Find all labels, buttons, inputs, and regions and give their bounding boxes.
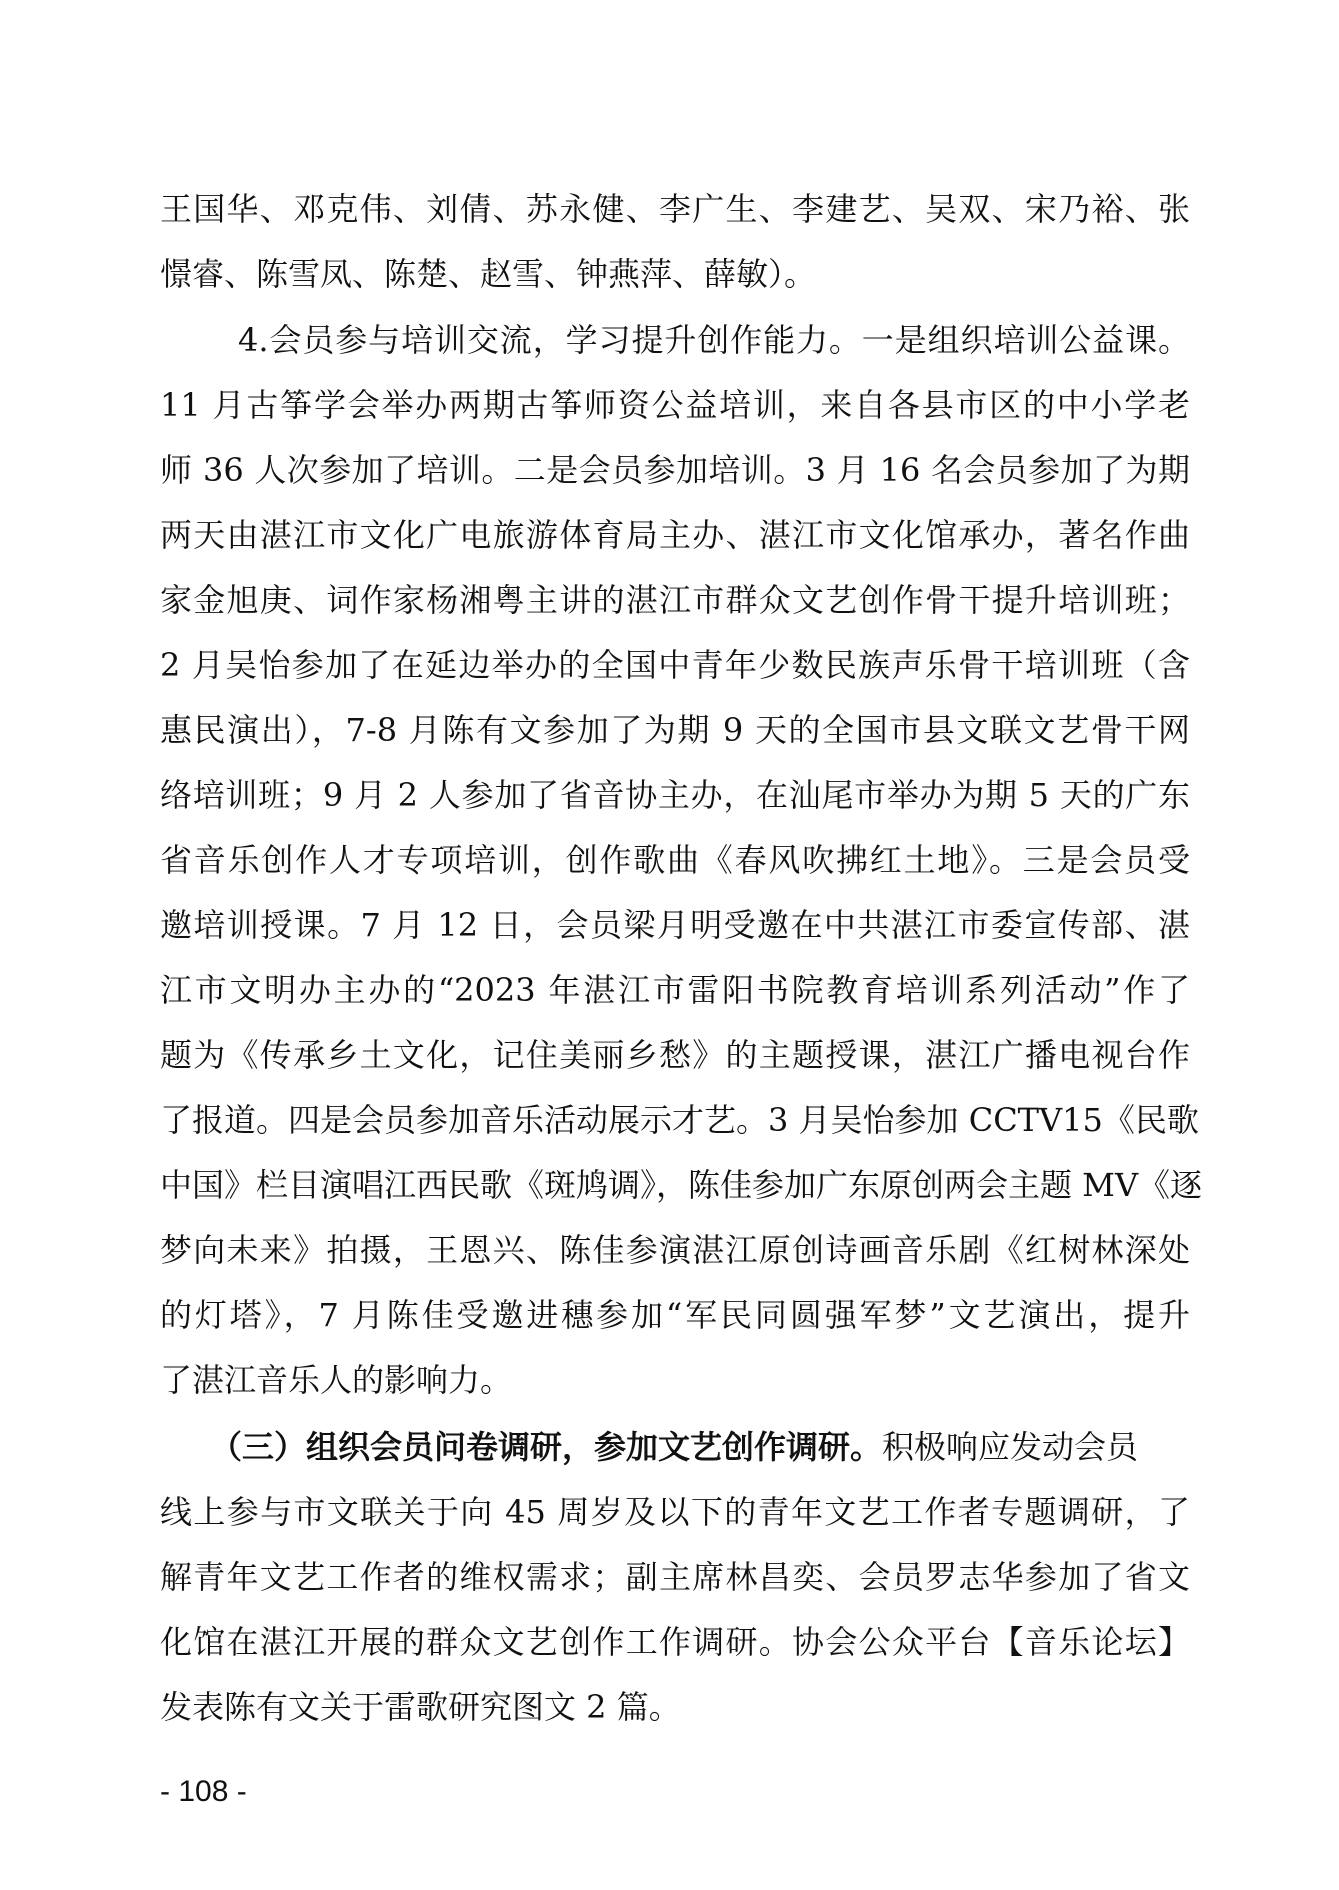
text-line: 中国》栏目演唱江西民歌《斑鸠调》，陈佳参加广东原创两会主题 MV《逐 — [160, 1166, 1203, 1204]
text-line: 2 月吴怡参加了在延边举办的全国中青年少数民族声乐骨干培训班（含 — [160, 646, 1190, 684]
text-line: 发表陈有文关于雷歌研究图文 2 篇。 — [160, 1688, 681, 1726]
text-line: 了湛江音乐人的影响力。 — [160, 1361, 513, 1399]
text-line: 化馆在湛江开展的群众文艺创作工作调研。协会公众平台【音乐论坛】 — [160, 1623, 1190, 1661]
text-line: 络培训班；9 月 2 人参加了省音协主办，在汕尾市举办为期 5 天的广东 — [160, 776, 1190, 814]
text-line: 梦向未来》拍摄，王恩兴、陈佳参演湛江原创诗画音乐剧《红树林深处 — [160, 1231, 1190, 1269]
text-line: 师 36 人次参加了培训。二是会员参加培训。3 月 16 名会员参加了为期 — [160, 451, 1190, 489]
page-number: - 108 - — [160, 1775, 247, 1808]
text-line: 省音乐创作人才专项培训，创作歌曲《春风吹拂红土地》。三是会员受 — [160, 841, 1190, 879]
text-line: 解青年文艺工作者的维权需求；副主席林昌奕、会员罗志华参加了省文 — [160, 1558, 1190, 1596]
text-line: 11 月古筝学会举办两期古筝师资公益培训，来自各县市区的中小学老 — [160, 386, 1190, 424]
text-line: 的灯塔》，7 月陈佳受邀进穗参加“军民同圆强军梦”文艺演出，提升 — [160, 1296, 1190, 1334]
section-heading-line — [210, 1427, 1190, 1467]
text-line: 邀培训授课。7 月 12 日，会员梁月明受邀在中共湛江市委宣传部、湛 — [160, 906, 1190, 944]
text-line: 家金旭庚、词作家杨湘粤主讲的湛江市群众文艺创作骨干提升培训班； — [160, 581, 1190, 619]
text-line: 两天由湛江市文化广电旅游体育局主办、湛江市文化馆承办，著名作曲 — [160, 516, 1190, 554]
text-line: 惠民演出），7-8 月陈有文参加了为期 9 天的全国市县文联文艺骨干网 — [160, 711, 1190, 749]
text-line: 王国华、邓克伟、刘倩、苏永健、李广生、李建艺、吴双、宋乃裕、张 — [160, 190, 1190, 228]
text-line: 线上参与市文联关于向 45 周岁及以下的青年文艺工作者专题调研，了 — [160, 1493, 1190, 1531]
text-line: 4.会员参与培训交流，学习提升创作能力。一是组织培训公益课。 — [238, 321, 1190, 359]
text-line: 题为《传承乡土文化，记住美丽乡愁》的主题授课，湛江广播电视台作 — [160, 1036, 1190, 1074]
text-line: 江市文明办主办的“2023 年湛江市雷阳书院教育培训系列活动”作了 — [160, 971, 1190, 1009]
text-line: 了报道。四是会员参加音乐活动展示才艺。3 月吴怡参加 CCTV15《民歌 — [160, 1101, 1199, 1139]
text-line: 憬睿、陈雪凤、陈楚、赵雪、钟燕萍、薛敏）。 — [160, 255, 817, 293]
section-heading: （三）组织会员问卷调研，参加文艺创作调研。 — [210, 1428, 883, 1466]
section-heading-tail: 积极响应发动会员 — [882, 1428, 1139, 1466]
